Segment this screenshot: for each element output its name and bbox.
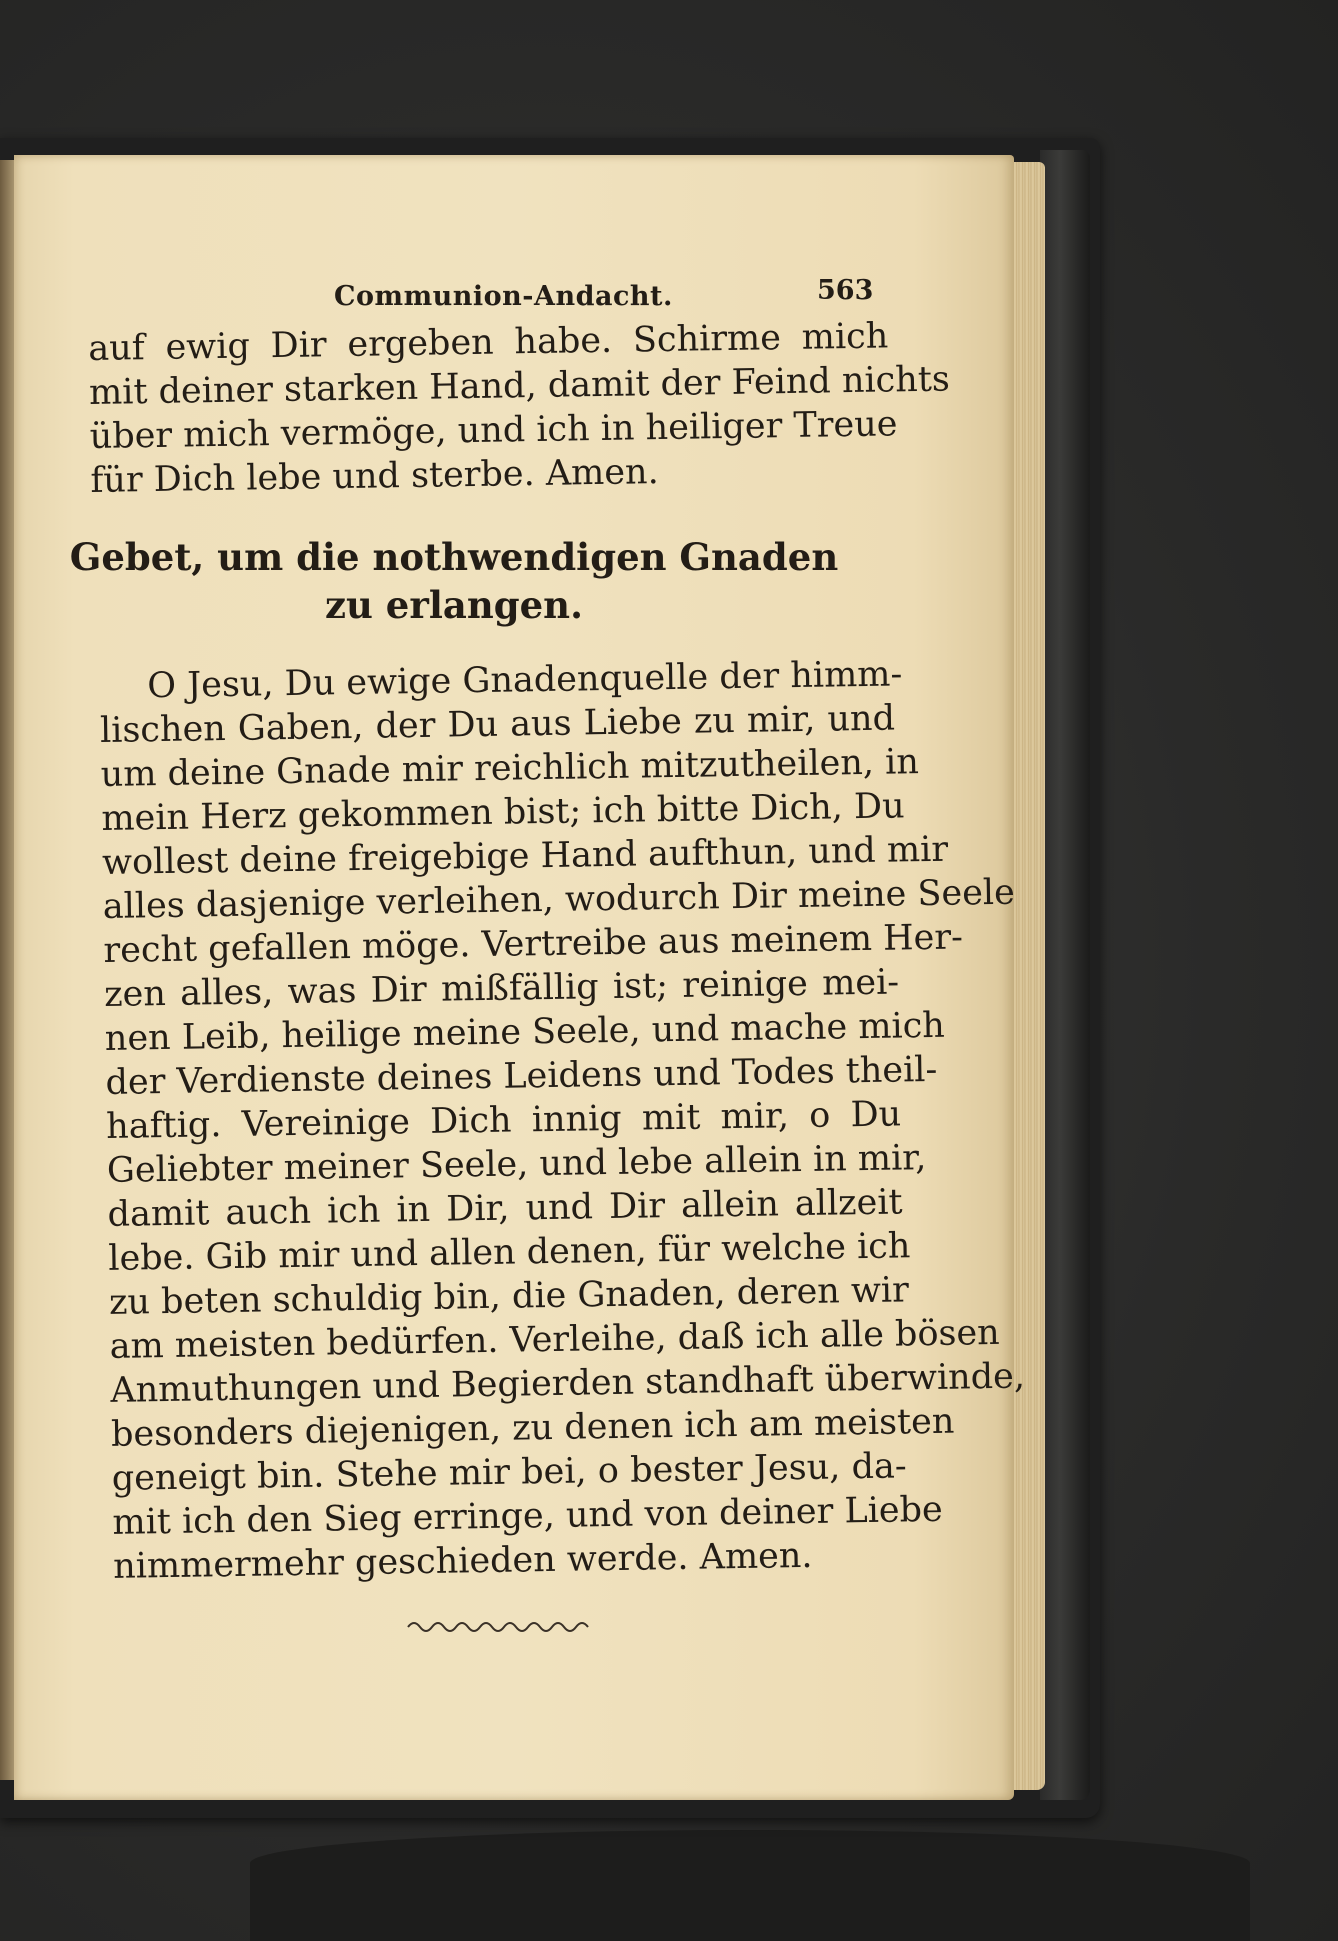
book-cover-edge [1040,150,1090,1800]
text-line: Geliebter meiner Seele, und lebe allein in mir, [106,1138,927,1191]
text-line: nimmermehr geschieden werde. Amen. [112,1535,813,1587]
running-head: Communion-Andacht. [334,281,673,312]
prayer-heading [14,533,894,629]
text-line: für Dich lebe und sterbe. Amen. [90,452,659,501]
text-line: lebe. Gib mir und allen denen, für welche ich [108,1226,911,1279]
text-line: zu beten schuldig bin, die Gnaden, deren wir [108,1270,910,1323]
text-line: Anmuthungen und Begierden standhaft überwinde, [110,1356,1026,1411]
text-line: der Verdienste deines Leidens und Todes theil- [105,1049,938,1103]
text-line: geneigt bin. Stehe mir bei, o bester Jesu, da- [111,1446,908,1499]
prayer-paragraph [99,653,1026,1589]
heading-line: Gebet, um die nothwendigen Gnaden [69,535,839,579]
heading-line: zu erlangen. [325,583,583,627]
text-line: besonders diejenigen, zu denen ich am meisten [110,1401,955,1455]
book-page [14,155,1026,1800]
table-shadow [250,1830,1250,1941]
page-content [14,155,1026,1800]
text-line: O Jesu, Du ewige Gnadenquelle der himm- [147,654,903,707]
page-number: 563 [817,275,874,306]
text-line: damit auch ich in Dir, und Dir allein allzeit [107,1182,903,1235]
text-line: mit deiner starken Hand, damit der Feind nichts [88,359,951,413]
text-line: mit ich den Sieg erringe, und von deiner Liebe [112,1489,944,1543]
text-line: am meisten bedürfen. Verleihe, daß ich alle bösen [109,1312,1000,1367]
text-line: alles dasjenige verleihen, wodurch Dir meine Seele [102,872,1016,927]
text-line: über mich vermöge, und ich in heiliger Treue [89,404,898,457]
text-line: auf ewig Dir ergeben habe. Schirme mich [88,316,889,369]
text-line: lischen Gaben, der Du aus Liebe zu mir, und [99,698,896,751]
closing-paragraph [88,314,951,503]
text-line: wollest deine freigebige Hand aufthun, und mir [101,829,949,883]
wavy-divider-icon [406,1615,596,1635]
text-line: nen Leib, heilige meine Seele, und mache mich [104,1005,946,1059]
text-line: mein Herz gekommen bist; ich bitte Dich, Du [101,786,905,839]
text-line: recht gefallen möge. Vertreibe aus meinem Her- [103,917,964,971]
text-line: um deine Gnade mir reichlich mitzutheilen, in [100,742,920,795]
text-line: haftig. Vereinige Dich innig mit mir, o Du [105,1094,902,1147]
text-line: zen alles, was Dir mißfällig ist; reinige mei- [103,962,900,1015]
